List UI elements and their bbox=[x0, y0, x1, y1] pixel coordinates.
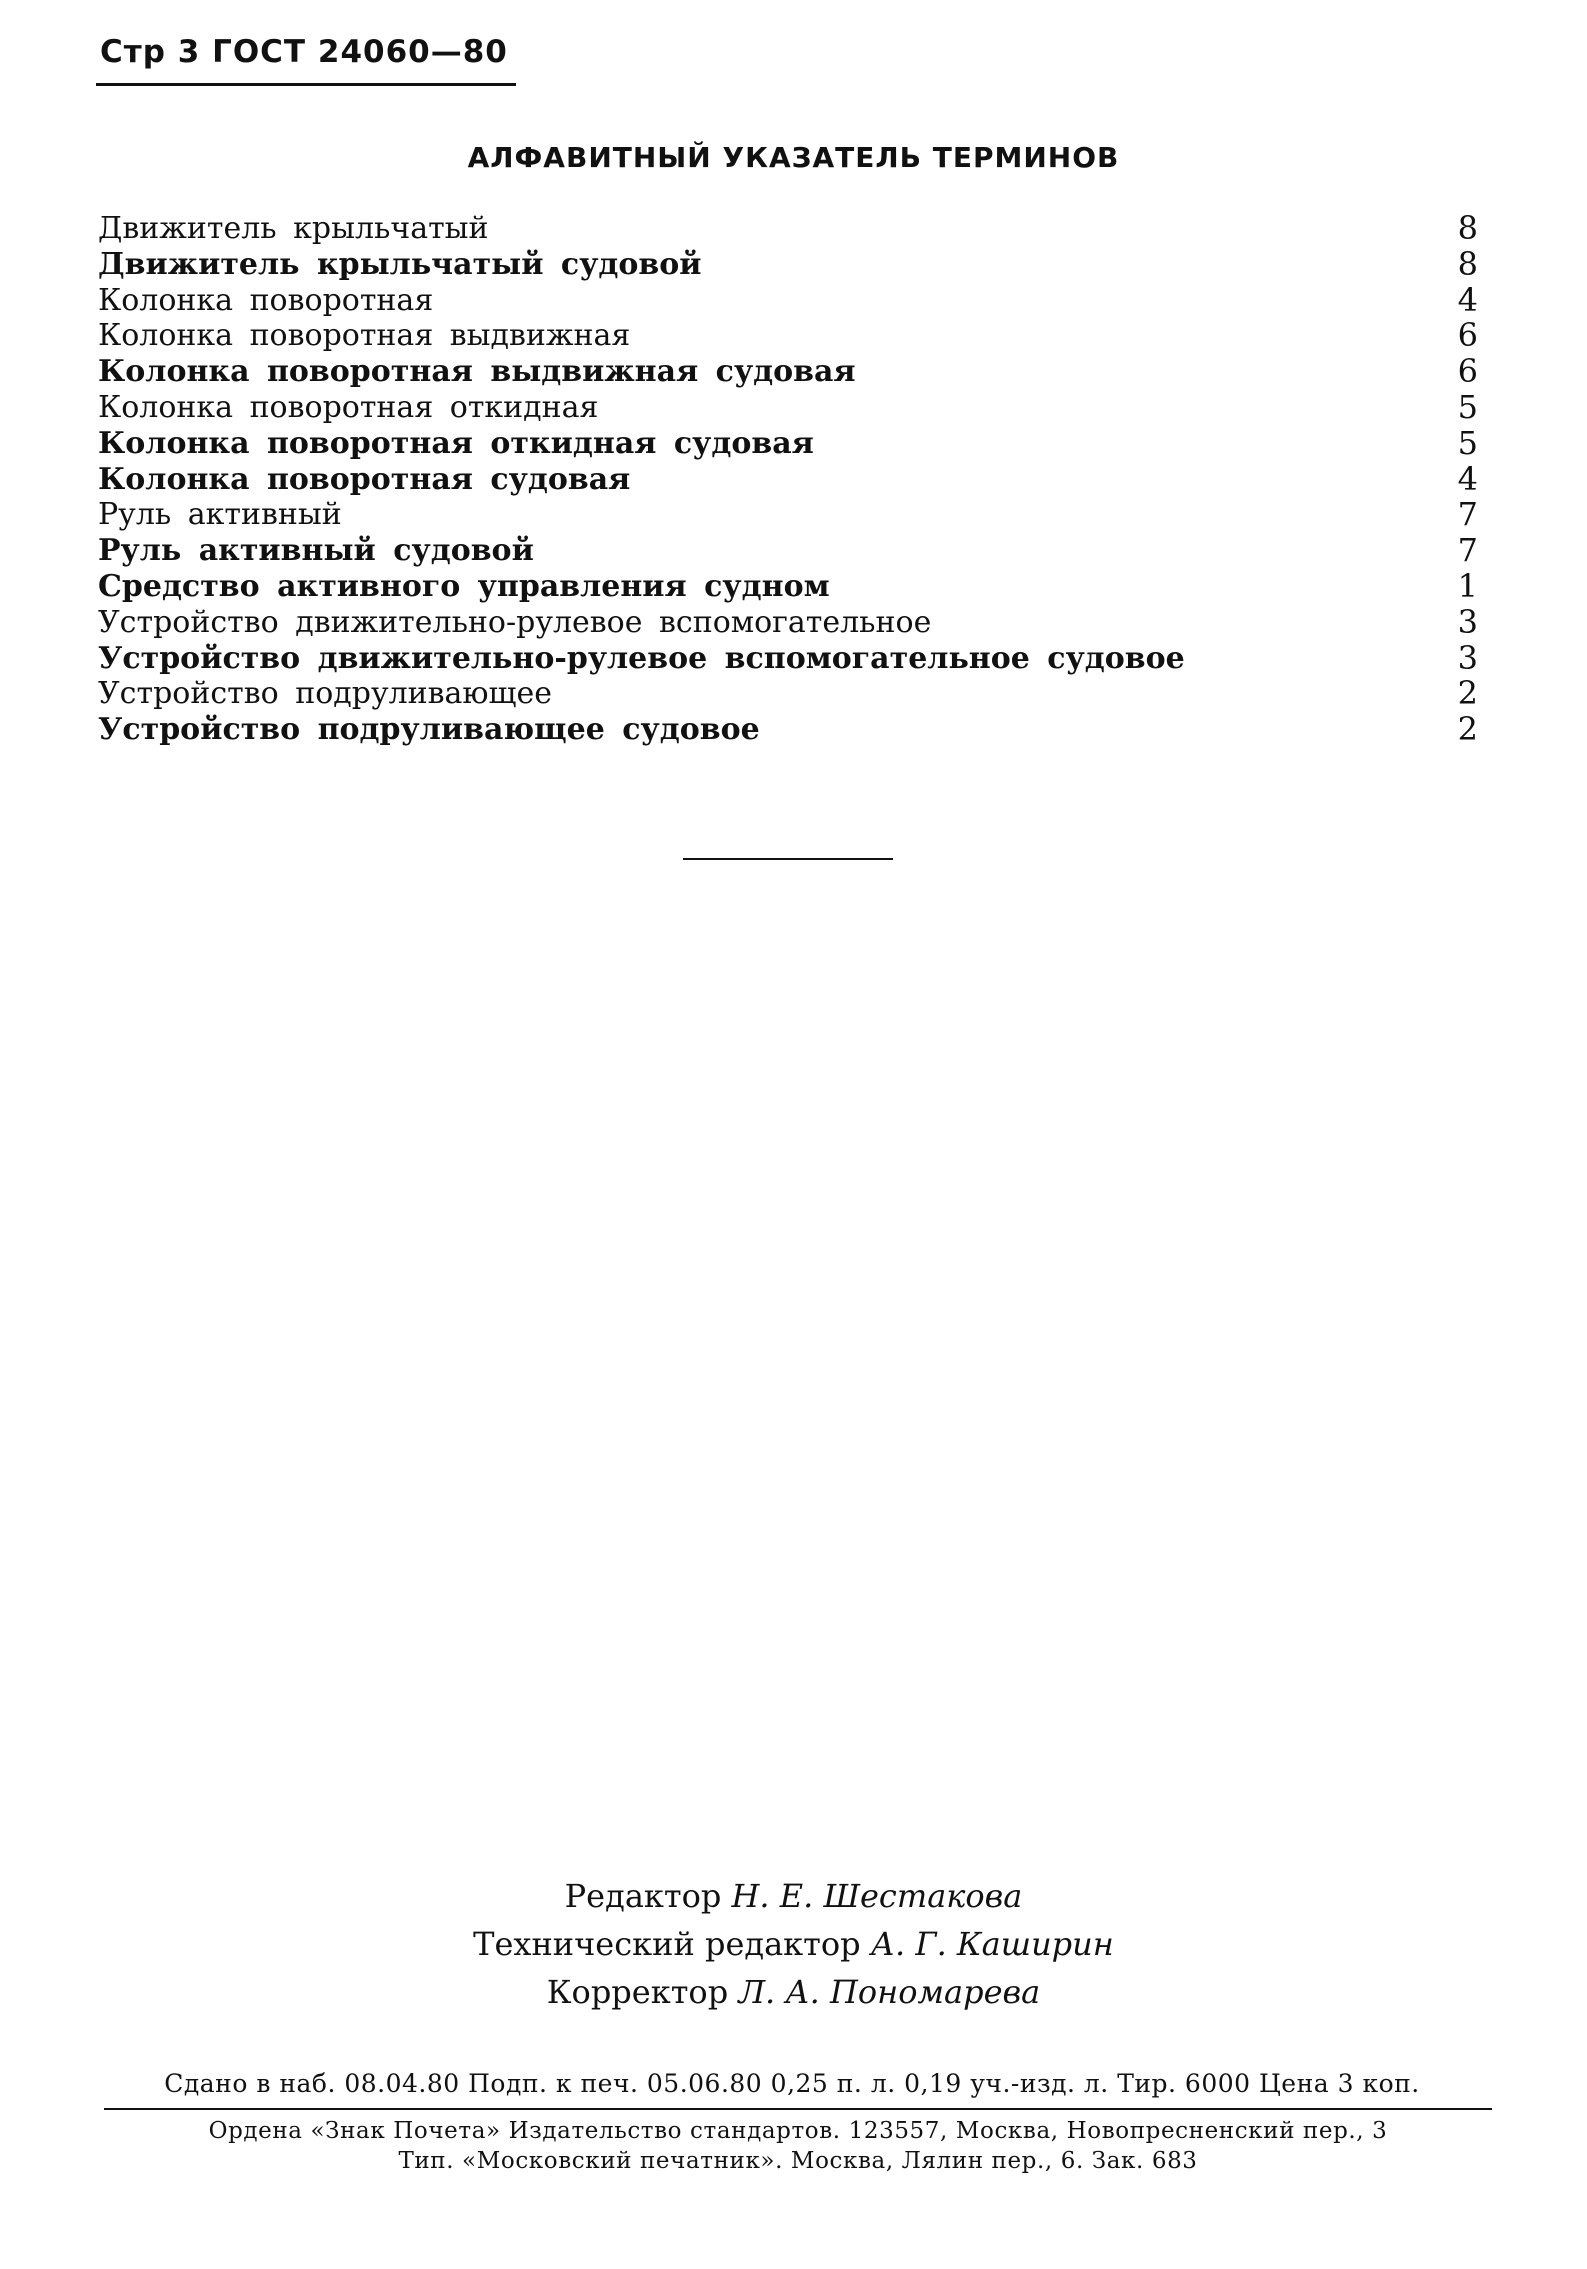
index-term: Устройство движительно-рулевое вспомогательное судовое bbox=[98, 640, 1185, 676]
index-title: АЛФАВИТНЫЙ УКАЗАТЕЛЬ ТЕРМИНОВ bbox=[467, 141, 1120, 174]
proofreader-name: Л. А. Пономарева bbox=[738, 1973, 1041, 2011]
index-term: Движитель крыльчатый bbox=[98, 211, 489, 246]
index-page-number: 4 bbox=[1457, 459, 1478, 498]
credits-block bbox=[0, 1872, 1587, 2016]
index-term: Колонка поворотная откидная bbox=[98, 389, 599, 425]
print-imprint: Сдано в наб. 08.04.80 Подп. к печ. 05.06.80 0,25 п. л. 0,19 уч.-изд. л. Тир. 6000 Цена 3 коп. bbox=[164, 2069, 1420, 2098]
term-index-list bbox=[98, 211, 1478, 748]
index-entry bbox=[98, 638, 1478, 677]
index-term: Колонка поворотная выдвижная судовая bbox=[98, 354, 856, 390]
header-underline bbox=[96, 83, 516, 86]
index-term: Руль активный судовой bbox=[98, 533, 534, 569]
index-page-number: 3 bbox=[1457, 638, 1478, 677]
index-entry bbox=[98, 712, 1478, 748]
index-term: Движитель крыльчатый судовой bbox=[98, 246, 702, 282]
section-divider bbox=[683, 858, 893, 860]
index-page-number: 3 bbox=[1457, 602, 1478, 641]
index-page-number: 6 bbox=[1457, 352, 1478, 391]
index-term: Колонка поворотная bbox=[98, 282, 434, 318]
publisher-line-1: Ордена «Знак Почета» Издательство стандартов. 123557, Москва, Новопресненский пер., 3 bbox=[208, 2118, 1388, 2144]
index-page-number: 6 bbox=[1457, 316, 1478, 355]
index-entry bbox=[98, 244, 1478, 283]
publisher-line-2: Тип. «Московский печатник». Москва, Лялин пер., 6. Зак. 683 bbox=[398, 2148, 1198, 2174]
editor-name: Н. Е. Шестакова bbox=[731, 1877, 1023, 1915]
index-term: Устройство подруливающее bbox=[98, 676, 552, 712]
standard-code: ГОСТ 24060—80 bbox=[212, 34, 508, 70]
publisher-info bbox=[104, 2116, 1492, 2176]
index-term: Устройство движительно-рулевое вспомогательное bbox=[98, 604, 932, 640]
page-header bbox=[100, 30, 515, 74]
index-page-number: 2 bbox=[1457, 710, 1478, 749]
index-term: Средство активного управления судном bbox=[98, 568, 830, 604]
index-page-number: 8 bbox=[1457, 244, 1478, 283]
index-page-number: 4 bbox=[1457, 280, 1478, 319]
index-term: Колонка поворотная судовая bbox=[98, 461, 631, 497]
index-entry bbox=[98, 318, 1478, 354]
index-entry bbox=[98, 387, 1478, 426]
tech-editor-role: Технический редактор bbox=[473, 1925, 861, 1963]
index-page-number: 7 bbox=[1457, 495, 1478, 534]
tech-editor-credit bbox=[0, 1920, 1587, 1968]
index-page-number: 8 bbox=[1457, 209, 1478, 247]
index-page-number: 2 bbox=[1457, 674, 1478, 713]
proofreader-credit bbox=[0, 1968, 1587, 2016]
editor-role: Редактор bbox=[564, 1877, 722, 1915]
index-entry bbox=[98, 280, 1478, 319]
tech-editor-name: А. Г. Каширин bbox=[870, 1925, 1114, 1963]
index-page-number: 5 bbox=[1457, 387, 1478, 426]
index-entry bbox=[98, 602, 1478, 641]
editor-credit bbox=[0, 1872, 1587, 1920]
index-entry bbox=[98, 497, 1478, 533]
index-entry bbox=[98, 533, 1478, 569]
imprint-divider bbox=[104, 2108, 1492, 2110]
page-number-label: Стр 3 bbox=[100, 34, 201, 70]
index-entry bbox=[98, 354, 1478, 390]
index-entry bbox=[98, 423, 1478, 462]
index-entry bbox=[98, 459, 1478, 498]
index-page-number: 1 bbox=[1457, 566, 1478, 605]
proofreader-role: Корректор bbox=[546, 1973, 729, 2011]
index-page-number: 5 bbox=[1457, 423, 1478, 462]
index-entry bbox=[98, 566, 1478, 605]
index-term: Руль активный bbox=[98, 497, 342, 533]
index-entry bbox=[98, 676, 1478, 712]
index-term: Колонка поворотная откидная судовая bbox=[98, 425, 814, 461]
index-entry bbox=[98, 211, 1478, 247]
index-term: Устройство подруливающее судовое bbox=[98, 712, 760, 748]
index-page-number: 7 bbox=[1457, 531, 1478, 570]
index-term: Колонка поворотная выдвижная bbox=[98, 318, 631, 354]
